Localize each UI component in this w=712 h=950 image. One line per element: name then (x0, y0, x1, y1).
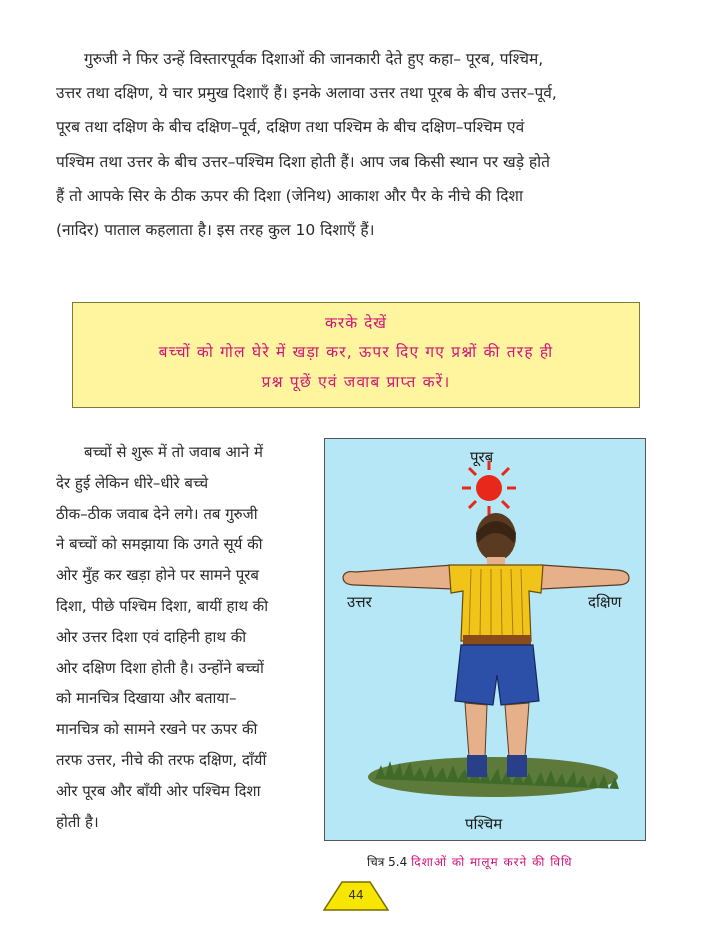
intro-line: (नादिर) पाताल कहलाता है। इस तरह कुल 10 दिशाएँ हैं। (56, 221, 375, 240)
explanation-line: ओर दक्षिण दिशा होती है। उन्होंने बच्चों (56, 658, 264, 677)
explanation-line: मानचित्र को सामने रखने पर ऊपर की (56, 720, 258, 739)
sun-icon (462, 461, 516, 515)
figure-caption (367, 853, 572, 870)
explanation-paragraph (56, 437, 318, 837)
label-north: उत्तर (347, 593, 372, 611)
label-south: दक्षिण (588, 593, 622, 611)
grass-patch (368, 757, 619, 797)
figure-caption-text: दिशाओं को मालूम करने की विधि (411, 855, 573, 869)
explanation-line: ने बच्चों को समझाया कि उगते सूर्य की (56, 535, 263, 554)
explanation-line: दिशा, पीछे पश्चिम दिशा, बायीं हाथ की (56, 596, 269, 615)
explanation-line: ओर मुँह कर खड़ा होने पर सामने पूरब (56, 566, 259, 585)
label-west: पश्चिम (465, 815, 503, 833)
explanation-line: तरफ उत्तर, नीचे की तरफ दक्षिण, दाँयीं (56, 750, 267, 769)
page-number-badge (318, 876, 394, 914)
activity-line: बच्चों को गोल घेरे में खड़ा कर, ऊपर दिए गए प्रश्नों की तरह ही (158, 343, 554, 361)
explanation-line: बच्चों से शुरू में तो जवाब आने में (84, 443, 263, 461)
intro-line: पश्चिम तथा उत्तर के बीच उत्तर–पश्चिम दिशा होती हैं। आप जब किसी स्थान पर खड़े होते (56, 152, 550, 171)
shorts (455, 645, 539, 705)
intro-line: पूरब तथा दक्षिण के बीच दक्षिण–पूर्व, दक्षिण तथा पश्चिम के बीच दक्षिण–पश्चिम एवं (56, 118, 525, 137)
intro-paragraph (56, 42, 668, 247)
intro-line: गुरुजी ने फिर उन्हें विस्तारपूर्वक दिशाओं की जानकारी देते हुए कहा– पूरब, पश्चिम, (84, 50, 544, 68)
boy-illustration (325, 439, 646, 841)
intro-line: हैं तो आपके सिर के ठीक ऊपर की दिशा (जेनिथ) आकाश और पैर के नीचे की दिशा (56, 186, 523, 205)
activity-box (72, 302, 640, 408)
explanation-line: ठीक–ठीक जवाब देने लगे। तब गुरुजी (56, 504, 258, 523)
activity-title: करके देखें (325, 314, 387, 332)
explanation-line: ओर उत्तर दिशा एवं दाहिनी हाथ की (56, 627, 247, 646)
label-east: पूरब (470, 448, 494, 466)
figure-number: चित्र 5.4 (367, 855, 408, 869)
head (476, 513, 516, 571)
activity-body (73, 337, 639, 397)
explanation-line: ओर पूरब और बाँयी ओर पश्चिम दिशा (56, 781, 261, 800)
explanation-line: देर हुई लेकिन धीरे–धीरे बच्चे (56, 473, 209, 492)
direction-figure (324, 438, 646, 841)
page-number: 44 (348, 888, 364, 902)
explanation-line: होती है। (56, 812, 99, 831)
shirt (449, 565, 543, 645)
activity-line: प्रश्न पूछें एवं जवाब प्राप्त करें। (261, 373, 451, 391)
intro-line: उत्तर तथा दक्षिण, ये चार प्रमुख दिशाएँ हैं। इनके अलावा उत्तर तथा पूरब के बीच उत्तर–पूर्व, (56, 84, 557, 103)
explanation-line: को मानचित्र दिखाया और बताया– (56, 689, 237, 708)
